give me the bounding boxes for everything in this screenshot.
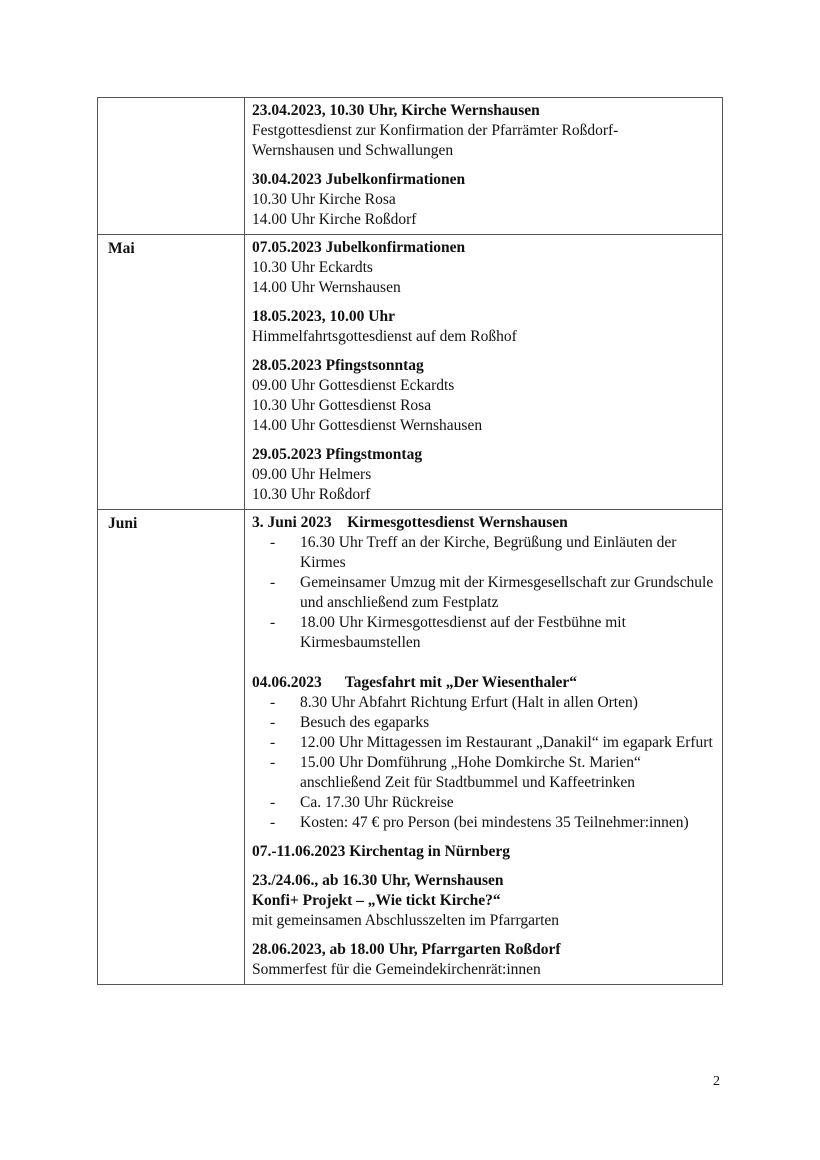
event-heading: 28.05.2023 Pfingstsonntag [252,357,424,374]
event-block [252,940,714,980]
month-cell: Juni [98,510,245,985]
schedule-row [98,98,723,235]
event-bullet: - Kosten: 47 € pro Person (bei mindestens 35 Teilnehmer:innen) [270,813,714,833]
event-heading: 3. Juni 2023 Kirmesgottesdienst Wernshausen [252,514,568,531]
event-line: 14.00 Uhr Kirche Roßdorf [252,211,417,228]
event-line: 10.30 Uhr Kirche Rosa [252,191,396,208]
event-block [252,170,714,230]
event-block [252,307,714,347]
event-block [252,842,714,862]
event-line: 10.30 Uhr Roßdorf [252,486,371,503]
event-line: 14.00 Uhr Gottesdienst Wernshausen [252,417,483,434]
event-block [252,445,714,505]
events-cell [245,235,723,510]
event-heading: 28.06.2023, ab 18.00 Uhr, Pfarrgarten Roßdorf [252,941,561,958]
event-heading: 18.05.2023, 10.00 Uhr [252,308,395,325]
event-line: 10.30 Uhr Gottesdienst Rosa [252,397,432,414]
event-line: 10.30 Uhr Eckardts [252,259,373,276]
event-bullet: - 16.30 Uhr Treff an der Kirche, Begrüßung und Einläuten der Kirmes [270,533,714,573]
event-bullet-list [252,533,714,653]
event-block [252,871,714,931]
page-number: 2 [713,1074,720,1089]
schedule-row [98,510,723,985]
event-heading: 30.04.2023 Jubelkonfirmationen [252,171,466,188]
event-bullet: - Gemeinsamer Umzug mit der Kirmesgesellschaft zur Grundschule und anschließend zum Festplatz [270,573,714,613]
event-line: Himmelfahrtsgottesdienst auf dem Roßhof [252,328,517,345]
event-bullet: - 18.00 Uhr Kirmesgottesdienst auf der Festbühne mit Kirmesbaumstellen [270,613,714,653]
schedule-body [98,98,723,985]
event-heading: 23./24.06., ab 16.30 Uhr, Wernshausen [252,872,504,889]
event-bullet: - Ca. 17.30 Uhr Rückreise [270,793,714,813]
event-bullet-list [252,693,714,833]
month-cell: Mai [98,235,245,510]
event-line: 09.00 Uhr Helmers [252,466,372,483]
event-block [252,673,714,833]
month-cell [98,98,245,235]
event-line: Sommerfest für die Gemeindekirchenrät:innen [252,961,541,978]
event-bullet: - 12.00 Uhr Mittagessen im Restaurant „Danakil“ im egapark Erfurt [270,733,714,753]
event-bullet: - 15.00 Uhr Domführung „Hohe Domkirche St. Marien“ anschließend Zeit für Stadtbummel und Kaffeetrinken [270,753,714,793]
event-block [252,356,714,436]
event-bullet: - 8.30 Uhr Abfahrt Richtung Erfurt (Halt in allen Orten) [270,693,714,713]
event-heading: 23.04.2023, 10.30 Uhr, Kirche Wernshausen [252,102,540,119]
event-block [252,513,714,664]
event-line: mit gemeinsamen Abschlusszelten im Pfarrgarten [252,912,560,929]
event-heading: 07.-11.06.2023 Kirchentag in Nürnberg [252,843,511,860]
spacer [252,653,714,664]
event-line: Wernshausen und Schwallungen [252,142,454,159]
events-cell [245,98,723,235]
events-cell [245,510,723,985]
event-line: 14.00 Uhr Wernshausen [252,279,401,296]
event-bullet: - Besuch des egaparks [270,713,714,733]
event-heading: 07.05.2023 Jubelkonfirmationen [252,239,466,256]
event-subheading: Konfi+ Projekt – „Wie tickt Kirche?“ [252,892,501,909]
event-block [252,238,714,298]
schedule-row [98,235,723,510]
schedule-table [97,97,723,985]
event-line: Festgottesdienst zur Konfirmation der Pfarrämter Roßdorf- [252,122,619,139]
event-heading: 04.06.2023 Tagesfahrt mit „Der Wiesenthaler“ [252,674,578,691]
event-heading: 29.05.2023 Pfingstmontag [252,446,423,463]
event-block [252,101,714,161]
event-line: 09.00 Uhr Gottesdienst Eckardts [252,377,455,394]
